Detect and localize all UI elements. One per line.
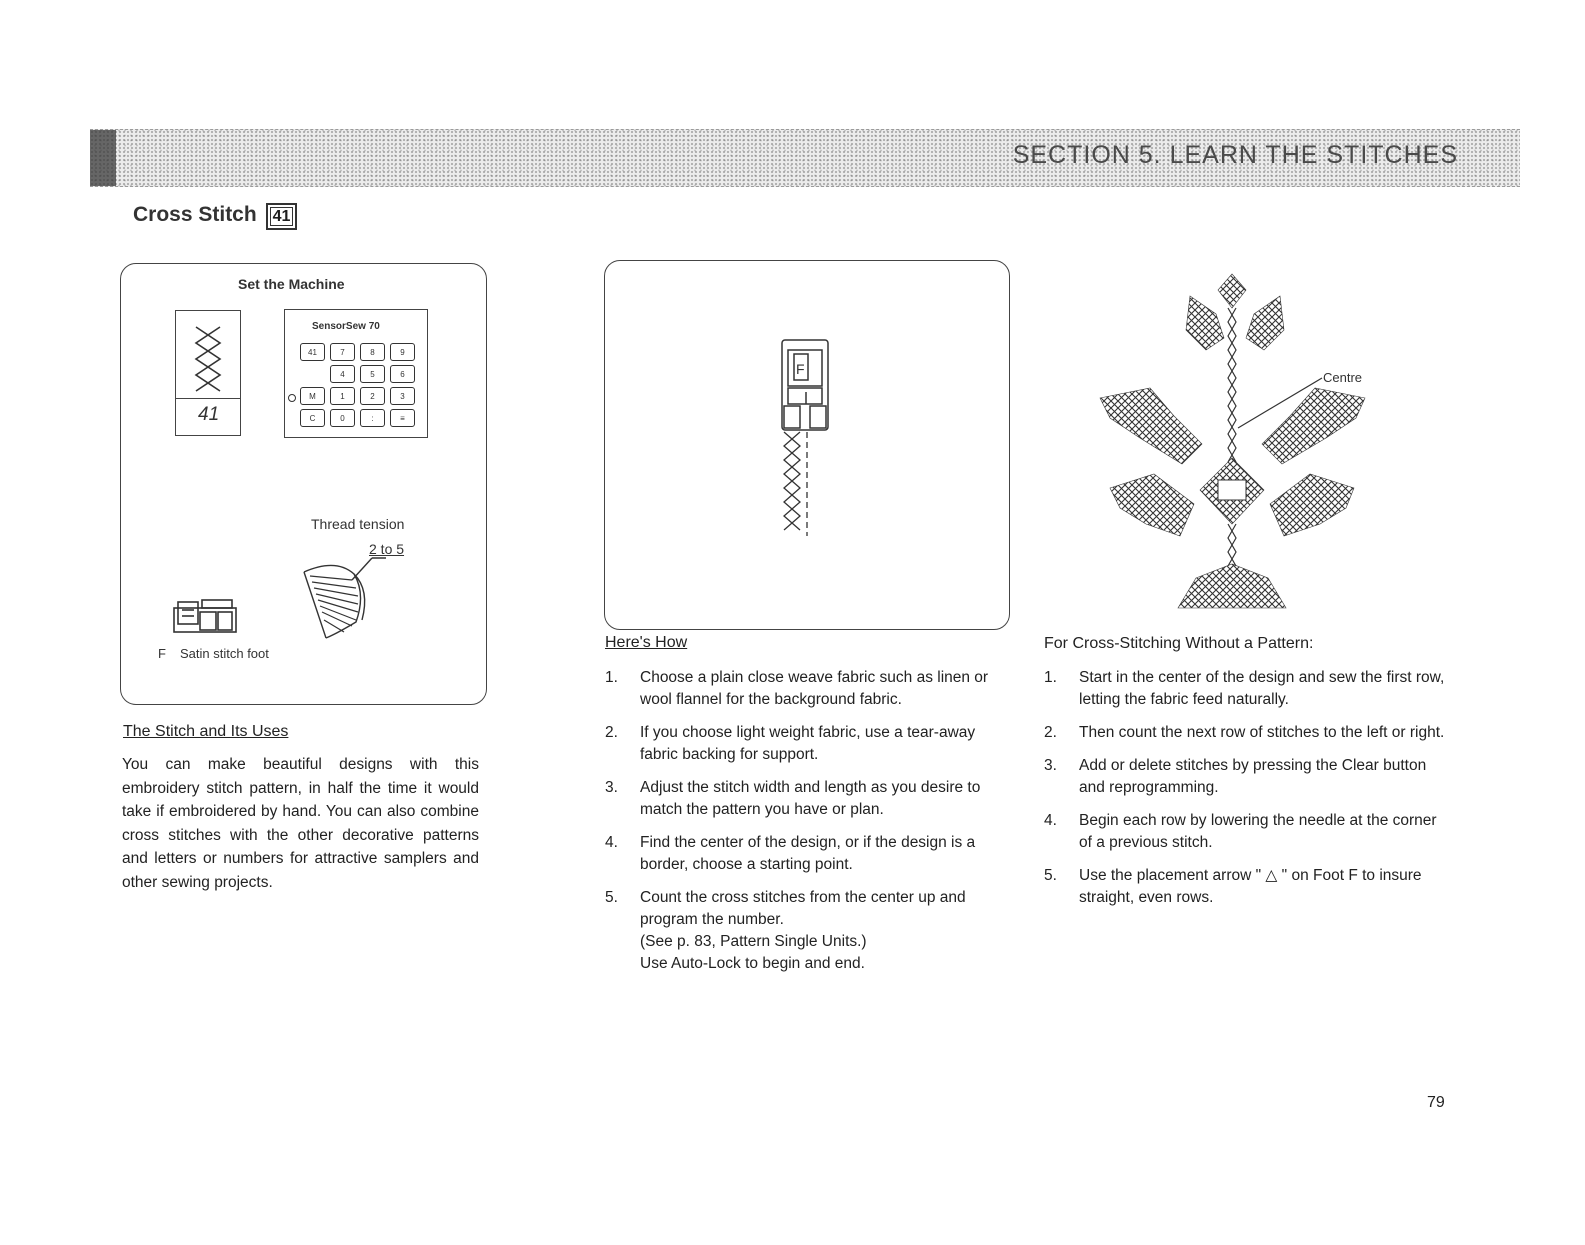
heres-how-heading: Here's How	[605, 634, 688, 651]
keypad-key: 0	[330, 409, 355, 427]
tension-dial-icon	[296, 550, 386, 645]
list-item: 1. Start in the center of the design and sew the first row, letting the fabric feed naturally.	[1044, 669, 1445, 708]
panel-title: Set the Machine	[238, 276, 345, 292]
list-item: 5. Use the placement arrow " △ " on Foot F to insure straight, even rows.	[1044, 867, 1422, 906]
keypad-key: 3	[390, 387, 415, 405]
heres-how-steps	[605, 667, 1010, 986]
cross-stitch-design-illustration	[1090, 268, 1380, 623]
list-item: 3. Add or delete stitches by pressing the Clear button and reprogramming.	[1044, 757, 1427, 796]
keypad-key: 7	[330, 343, 355, 361]
uses-paragraph: You can make beautiful designs with this embroidery stitch pattern, in half the time it would take if embroidered by hand. You can also combine cross stitches with the other decorative patterns and letters or numbers for attractive samplers and other sewing projects.	[122, 756, 479, 891]
presser-foot-sewing-icon	[770, 336, 840, 542]
keypad-key: 9	[390, 343, 415, 361]
auto-lock-note: Use Auto-Lock to begin and end.	[640, 955, 865, 972]
page-reference: (See p. 83, Pattern Single Units.)	[640, 933, 867, 950]
header-tab-marker	[90, 130, 116, 186]
keypad-key: 2	[360, 387, 385, 405]
foot-letter-mark: F	[796, 361, 805, 377]
keypad-key: 41	[300, 343, 325, 361]
without-pattern-heading: For Cross-Stitching Without a Pattern:	[1044, 635, 1314, 652]
centre-label: Centre	[1323, 370, 1363, 385]
keypad-key: M	[300, 387, 325, 405]
list-item: 4. Begin each row by lowering the needle at the corner of a previous stitch.	[1044, 812, 1437, 851]
keypad-key: 1	[330, 387, 355, 405]
list-item: 2. Then count the next row of stitches to the left or right.	[1044, 724, 1445, 741]
list-item: 3. Adjust the stitch width and length as you desire to match the pattern you have or plan.	[605, 779, 981, 818]
section-title: SECTION 5. LEARN THE STITCHES	[1012, 141, 1458, 169]
without-pattern-steps	[1044, 667, 1449, 920]
keypad-key: 5	[360, 365, 385, 383]
foot-letter: F	[158, 646, 166, 661]
foot-label: Satin stitch foot	[180, 646, 269, 661]
keypad-key: 6	[390, 365, 415, 383]
keypad-key: C	[300, 409, 325, 427]
keypad-key: :	[360, 409, 385, 427]
keypad-key: 8	[360, 343, 385, 361]
satin-stitch-foot-icon	[172, 598, 240, 636]
thread-tension-label: Thread tension	[311, 516, 405, 532]
page-number: 79	[1427, 1094, 1445, 1111]
cross-stitch-pattern-icon	[176, 311, 240, 397]
list-item: 5. Count the cross stitches from the center up and program the number. (See p. 83, Pattern Single Units.) Use Auto-Lock to begin and end.	[605, 887, 1010, 975]
list-item: 1. Choose a plain close weave fabric such as linen or wool flannel for the background fabric.	[605, 669, 989, 708]
indicator-dot	[288, 394, 296, 402]
keypad-key: 4	[330, 365, 355, 383]
page-title: Cross Stitch	[133, 203, 257, 226]
list-item: 4. Find the center of the design, or if the design is a border, choose a starting point.	[605, 834, 976, 873]
thread-tension-value: 2 to 5	[369, 541, 405, 557]
stitch-number-badge: 41	[266, 203, 297, 230]
uses-heading: The Stitch and Its Uses	[123, 723, 289, 740]
section-header-band	[90, 129, 1520, 187]
list-item: 2. If you choose light weight fabric, use a tear-away fabric backing for support.	[605, 724, 976, 763]
keypad-key: ≡	[390, 409, 415, 427]
stitch-card-number: 41	[198, 404, 220, 425]
keypad-brand: SensorSew 70	[312, 321, 380, 332]
